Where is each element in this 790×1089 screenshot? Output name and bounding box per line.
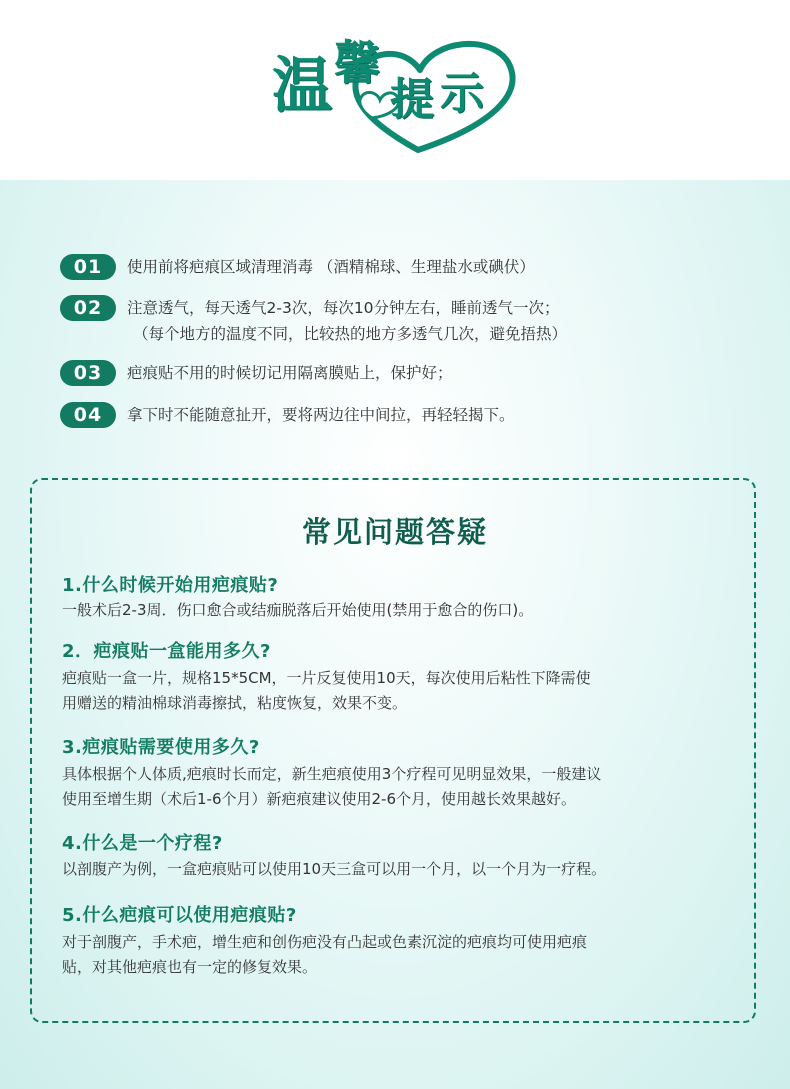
faq-answer: 用赠送的精油棉球消毒擦拭，粘度恢复，效果不变。: [62, 694, 408, 712]
tip-text: 疤痕贴不用的时候切记用隔离膜贴上，保护好；: [127, 364, 453, 382]
tip-text-continued: （每个地方的温度不同，比较热的地方多透气几次，避免捂热）: [133, 325, 568, 343]
warm-tips-logo: [268, 32, 524, 156]
tip-number-badge: 04: [60, 402, 116, 428]
logo-char-xin: 馨: [334, 36, 380, 90]
faq-answer: 贴，对其他疤痕也有一定的修复效果。: [62, 958, 318, 976]
tip-number-badge: 03: [60, 360, 116, 386]
faq-title: 常见问题答疑: [301, 515, 488, 549]
tip-number-badge: 01: [60, 254, 116, 280]
faq-question: 5.什么疤痕可以使用疤痕贴?: [62, 905, 297, 926]
faq-answer: 疤痕贴一盒一片，规格15*5CM，一片反复使用10天，每次使用后粘性下降需使: [62, 669, 591, 687]
tip-text: 使用前将疤痕区域清理消毒 （酒精棉球、生理盐水或碘伏）: [127, 258, 535, 276]
logo-char-shi: 示: [440, 68, 484, 119]
logo-char-ti: 提: [390, 74, 434, 125]
faq-answer: 使用至增生期（术后1-6个月）新疤痕建议使用2-6个月，使用越长效果越好。: [62, 790, 577, 808]
faq-answer: 一般术后2-3周．伤口愈合或结痂脱落后开始使用(禁用于愈合的伤口)。: [62, 601, 534, 619]
faq-question: 2．疤痕贴一盒能用多久?: [62, 641, 271, 662]
faq-question: 1.什么时候开始用疤痕贴?: [62, 575, 279, 596]
faq-answer: 对于剖腹产，手术疤，增生疤和创伤疤没有凸起或色素沉淀的疤痕均可使用疤痕: [62, 933, 588, 951]
tip-text: 注意透气，每天透气2-3次，每次10分钟左右，睡前透气一次；: [127, 299, 560, 317]
faq-question: 4.什么是一个疗程?: [62, 833, 223, 854]
logo-char-wen: 温: [272, 51, 332, 121]
faq-answer: 具体根据个人体质,疤痕时长而定，新生疤痕使用3个疗程可见明显效果，一般建议: [62, 765, 602, 783]
faq-answer: 以剖腹产为例，一盒疤痕贴可以使用10天三盒可以用一个月，以一个月为一疗程。: [62, 860, 607, 878]
faq-question: 3.疤痕贴需要使用多久?: [62, 737, 260, 758]
tip-number-badge: 02: [60, 295, 116, 321]
tip-text: 拿下时不能随意扯开，要将两边往中间拉，再轻轻揭下。: [127, 406, 515, 424]
